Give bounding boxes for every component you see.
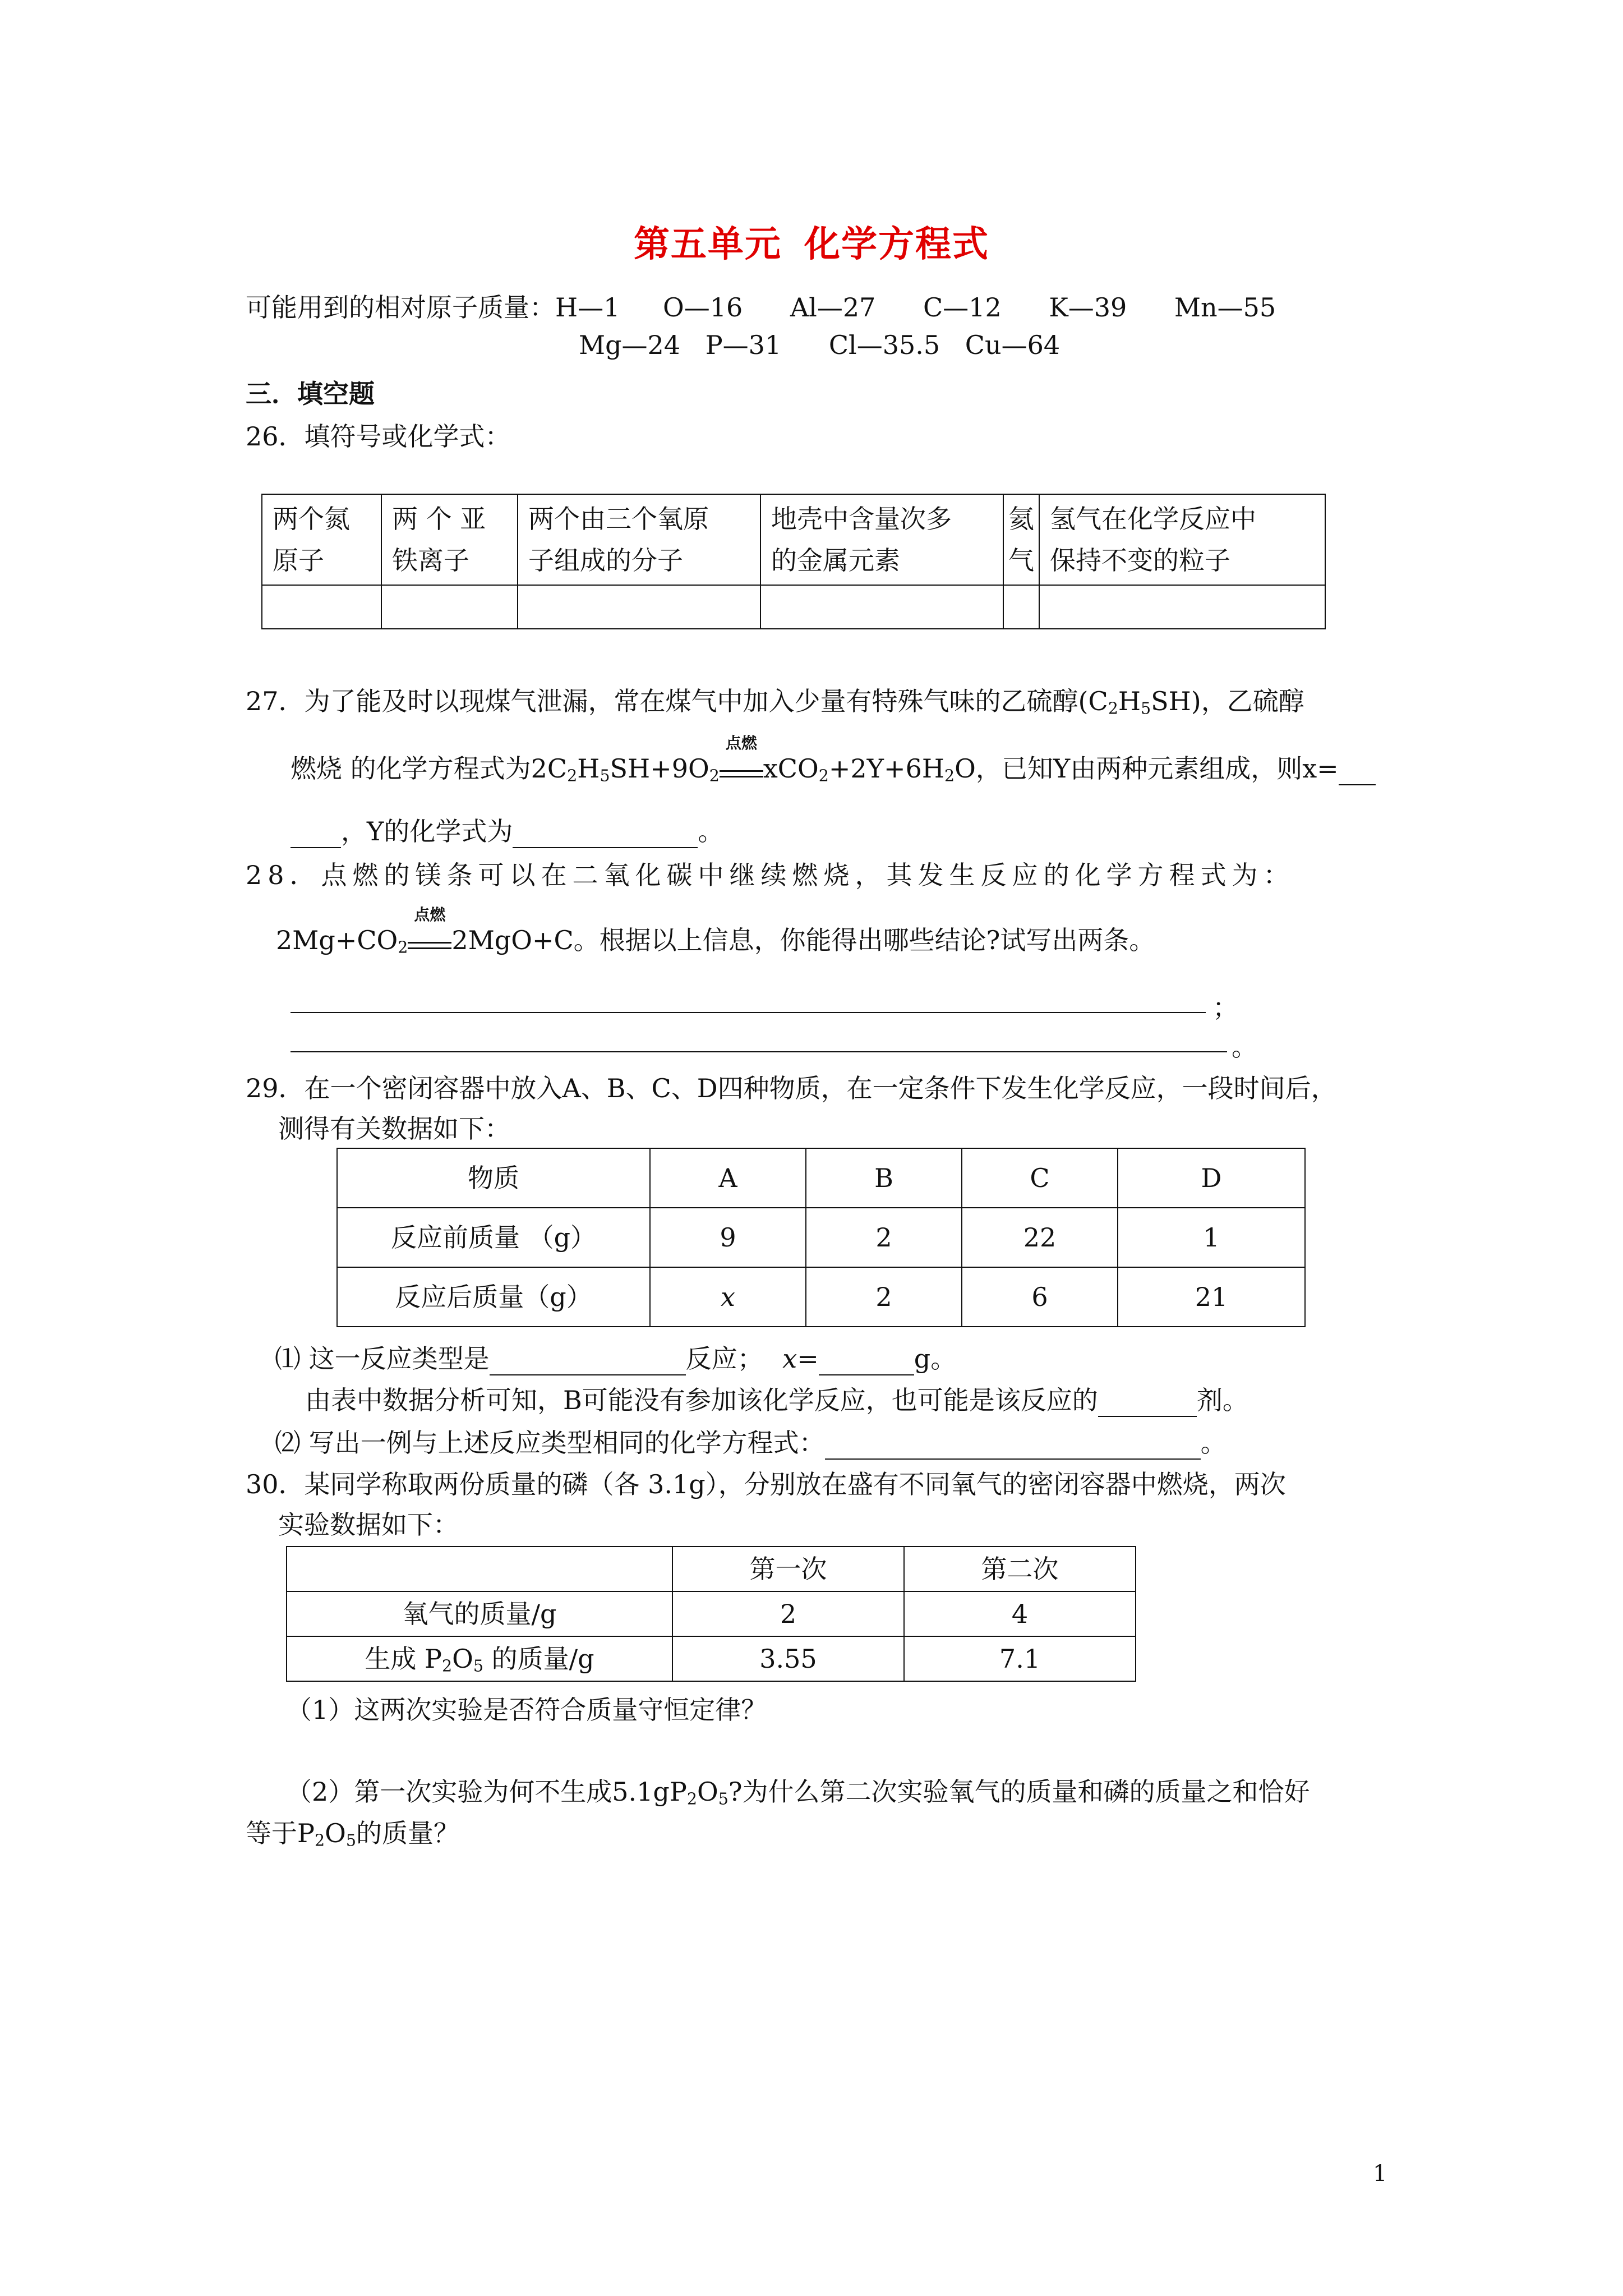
q26-header-cell bbox=[262, 494, 381, 585]
q30-sub2-line2: 等于$P_2O_5$的质量？ bbox=[246, 1818, 459, 1850]
q30-cell: 氧气的质量/g bbox=[287, 1591, 672, 1636]
reaction-condition bbox=[720, 734, 763, 777]
q29-x-blank[interactable] bbox=[819, 1350, 914, 1375]
q29-text: 剂。 bbox=[1196, 1385, 1248, 1415]
q30-text: 生成 P bbox=[365, 1644, 442, 1674]
q30-cell: 生成 $P_2O_5$ 的质量/g bbox=[287, 1636, 672, 1681]
q30-text: 的质量/g bbox=[483, 1644, 594, 1674]
q29-sub1 bbox=[275, 1338, 956, 1375]
atomic-mass-c: C—12 bbox=[923, 292, 1002, 323]
q30-header: 第一次 bbox=[672, 1547, 904, 1591]
q26-header-text: 气 bbox=[1008, 545, 1034, 576]
q26-header-text: 氢气在化学反应中 bbox=[1050, 504, 1256, 534]
equals-sign bbox=[408, 942, 451, 949]
q30-text: 的质量？ bbox=[356, 1818, 459, 1848]
q30-cell: 3.55 bbox=[672, 1636, 904, 1681]
q26-header-text: 两个氮 bbox=[273, 504, 350, 534]
page-number: 1 bbox=[1373, 2161, 1387, 2187]
q29-header: 物质 bbox=[337, 1148, 650, 1208]
q27-line3 bbox=[291, 811, 723, 848]
q29-table bbox=[336, 1148, 1306, 1327]
q29-header: A bbox=[650, 1148, 806, 1208]
q29-cell: 21 bbox=[1118, 1267, 1305, 1327]
q30-header bbox=[287, 1547, 672, 1591]
q30-text: （2）第一次实验为何不生成5.1gP bbox=[286, 1777, 687, 1807]
q27-x-blank-cont[interactable] bbox=[291, 822, 341, 848]
q29-cell: x bbox=[650, 1267, 806, 1327]
q26-answer-cell[interactable] bbox=[1003, 585, 1039, 629]
q27-x-blank[interactable] bbox=[1339, 760, 1376, 785]
q28-end-1: ； bbox=[1212, 992, 1238, 1023]
atomic-mass-h: H—1 bbox=[555, 292, 620, 323]
atomic-masses-label: 可能用到的相对原子质量： bbox=[246, 292, 555, 323]
q29-text: x= bbox=[782, 1343, 819, 1374]
q28-end-2: 。 bbox=[1232, 1032, 1257, 1062]
q30-line2: 实验数据如下： bbox=[278, 1510, 459, 1540]
q29-type-blank[interactable] bbox=[490, 1350, 686, 1375]
q27-text: +2Y+6H bbox=[828, 753, 944, 784]
title-unit: 第五单元 bbox=[634, 224, 782, 265]
q26-header-cell bbox=[381, 494, 518, 585]
section-heading: 三．填空题 bbox=[246, 379, 375, 409]
reaction-condition bbox=[408, 905, 451, 949]
q29-line2: 测得有关数据如下： bbox=[278, 1114, 510, 1144]
q30-text: 等于P bbox=[246, 1818, 315, 1848]
q29-agent-blank[interactable] bbox=[1098, 1391, 1197, 1417]
q26-header-text: 两 个 亚 bbox=[392, 504, 486, 534]
atomic-mass-cl: Cl—35.5 bbox=[828, 330, 940, 360]
q26-header-text: 地壳中含量次多 bbox=[771, 504, 952, 534]
q29-text: g。 bbox=[914, 1343, 957, 1374]
page-title bbox=[0, 215, 1623, 267]
q29-text: 由表中数据分析可知，B可能没有参加该化学反应，也可能是该反应的 bbox=[305, 1385, 1098, 1415]
q26-answer-cell[interactable] bbox=[1039, 585, 1325, 629]
q30-sub1: （1）这两次实验是否符合质量守恒定律？ bbox=[286, 1695, 767, 1725]
q27-text: 。 bbox=[698, 816, 724, 846]
q27-text: SH)，乙硫醇 bbox=[1151, 686, 1304, 716]
equals-sign bbox=[720, 770, 763, 777]
atomic-mass-k: K—39 bbox=[1049, 292, 1127, 323]
q28-text: 2Mg+CO bbox=[276, 925, 398, 955]
q29-text: ⑵ 写出一例与上述反应类型相同的化学方程式： bbox=[275, 1428, 825, 1458]
q26-answer-cell[interactable] bbox=[262, 585, 381, 629]
q26-header-text: 保持不变的粒子 bbox=[1050, 545, 1230, 576]
q30-cell: 4 bbox=[904, 1591, 1136, 1636]
q26-header-text: 子组成的分子 bbox=[528, 545, 683, 576]
atomic-masses-line1 bbox=[246, 287, 1276, 324]
q26-answer-cell[interactable] bbox=[760, 585, 1003, 629]
atomic-mass-cu: Cu—64 bbox=[965, 330, 1061, 360]
q29-text: ⑴ 这一反应类型是 bbox=[275, 1343, 490, 1374]
q28-text: 2MgO+C。根据以上信息，你能得出哪些结论?试写出两条。 bbox=[451, 925, 1155, 955]
condition-label: 点燃 bbox=[725, 734, 757, 752]
q26-header-cell bbox=[518, 494, 760, 585]
q29-sub2 bbox=[275, 1423, 1227, 1460]
q29-cell: 反应后质量（g） bbox=[337, 1267, 650, 1327]
q26-header-text: 铁离子 bbox=[392, 545, 469, 576]
q26-header-text: 原子 bbox=[273, 545, 324, 576]
q27-text: 燃烧 的化学方程式为2C bbox=[291, 753, 568, 784]
q30-cell: 2 bbox=[672, 1591, 904, 1636]
q27-line2: 燃烧 的化学方程式为$2C_2H_5SH+9O_2$ 点燃 $xCO_2+2Y+6H_2O$，已知Y由两种元素组成，则x= bbox=[291, 748, 1376, 785]
q26-header-cell bbox=[760, 494, 1003, 585]
q29-cell: 9 bbox=[650, 1208, 806, 1267]
atomic-mass-p: P—31 bbox=[705, 330, 782, 360]
q28-equation: $2Mg+CO_2$ 点燃 2MgO+C。根据以上信息，你能得出哪些结论?试写出两条。 bbox=[276, 920, 1155, 957]
q28-line1: 28．点燃的镁条可以在二氧化碳中继续燃烧，其发生反应的化学方程式为： bbox=[246, 860, 1295, 890]
q29-cell: 2 bbox=[806, 1267, 962, 1327]
q26-header-text: 的金属元素 bbox=[771, 545, 900, 576]
q29-equation-blank[interactable] bbox=[825, 1434, 1201, 1460]
q27-text: xCO bbox=[763, 753, 819, 784]
q29-header: D bbox=[1118, 1148, 1305, 1208]
q26-header-cell bbox=[1039, 494, 1325, 585]
q28-answer-line-2[interactable] bbox=[291, 1051, 1227, 1052]
atomic-mass-mn: Mn—55 bbox=[1174, 292, 1276, 323]
q29-header: C bbox=[962, 1148, 1118, 1208]
q30-table bbox=[286, 1546, 1136, 1682]
q26-header-text: 氦 bbox=[1008, 504, 1034, 534]
q29-cell: 1 bbox=[1118, 1208, 1305, 1267]
atomic-masses-line2 bbox=[579, 330, 1060, 360]
q30-text: O bbox=[325, 1818, 346, 1848]
q29-cell: 2 bbox=[806, 1208, 962, 1267]
q26-header-cell bbox=[1003, 494, 1039, 585]
q27-text: 27．为了能及时以现煤气泄漏，常在煤气中加入少量有特殊气味的乙硫醇(C bbox=[246, 686, 1108, 716]
q27-text: O，已知Y由两种元素组成，则x= bbox=[955, 753, 1339, 784]
atomic-mass-al: Al—27 bbox=[790, 292, 876, 323]
q29-cell: 22 bbox=[962, 1208, 1118, 1267]
q28-answer-line-1[interactable] bbox=[291, 1012, 1206, 1013]
q26-stem: 26．填符号或化学式： bbox=[246, 421, 511, 452]
q27-text: SH+9O bbox=[610, 753, 709, 784]
q26-header-text: 两个由三个氧原 bbox=[528, 504, 709, 534]
q27-y-blank[interactable] bbox=[513, 822, 698, 848]
title-topic: 化学方程式 bbox=[804, 224, 989, 265]
q30-text: O bbox=[697, 1777, 718, 1807]
q29-text: 。 bbox=[1200, 1428, 1227, 1458]
q29-header: B bbox=[806, 1148, 962, 1208]
q30-cell: 7.1 bbox=[904, 1636, 1136, 1681]
q26-table bbox=[261, 494, 1326, 629]
atomic-mass-o: O—16 bbox=[663, 292, 743, 323]
q29-line1: 29．在一个密闭容器中放入A、B、C、D四种物质，在一定条件下发生化学反应，一段时间后， bbox=[246, 1073, 1337, 1103]
q27-text: H bbox=[1118, 686, 1141, 716]
q29-sub1-line2 bbox=[305, 1380, 1248, 1417]
q30-line1: 30．某同学称取两份质量的磷（各 3.1g），分别放在盛有不同氧气的密闭容器中燃烧，两次 bbox=[246, 1469, 1286, 1499]
q30-text: ?为什么第二次实验氧气的质量和磷的质量之和恰好 bbox=[728, 1777, 1310, 1807]
q29-cell: 反应前质量 （g） bbox=[337, 1208, 650, 1267]
q30-sub2: （2）第一次实验为何不生成$5.1gP_2O_5$?为什么第二次实验氧气的质量和磷的质量之和恰好 bbox=[286, 1777, 1310, 1809]
q30-text: O bbox=[452, 1644, 473, 1674]
q30-header: 第二次 bbox=[904, 1547, 1136, 1591]
q29-text: 反应； bbox=[685, 1343, 763, 1374]
q27-line1: 27．为了能及时以现煤气泄漏，常在煤气中加入少量有特殊气味的乙硫醇$(C_2H_5SH)$，乙硫醇 bbox=[246, 686, 1304, 718]
q29-cell: 6 bbox=[962, 1267, 1118, 1327]
q27-text: H bbox=[577, 753, 600, 784]
condition-label: 点燃 bbox=[414, 905, 446, 924]
q26-answer-cell[interactable] bbox=[381, 585, 518, 629]
atomic-mass-mg: Mg—24 bbox=[579, 330, 681, 360]
q26-answer-cell[interactable] bbox=[518, 585, 760, 629]
q27-text: ，Y的化学式为 bbox=[341, 816, 513, 846]
